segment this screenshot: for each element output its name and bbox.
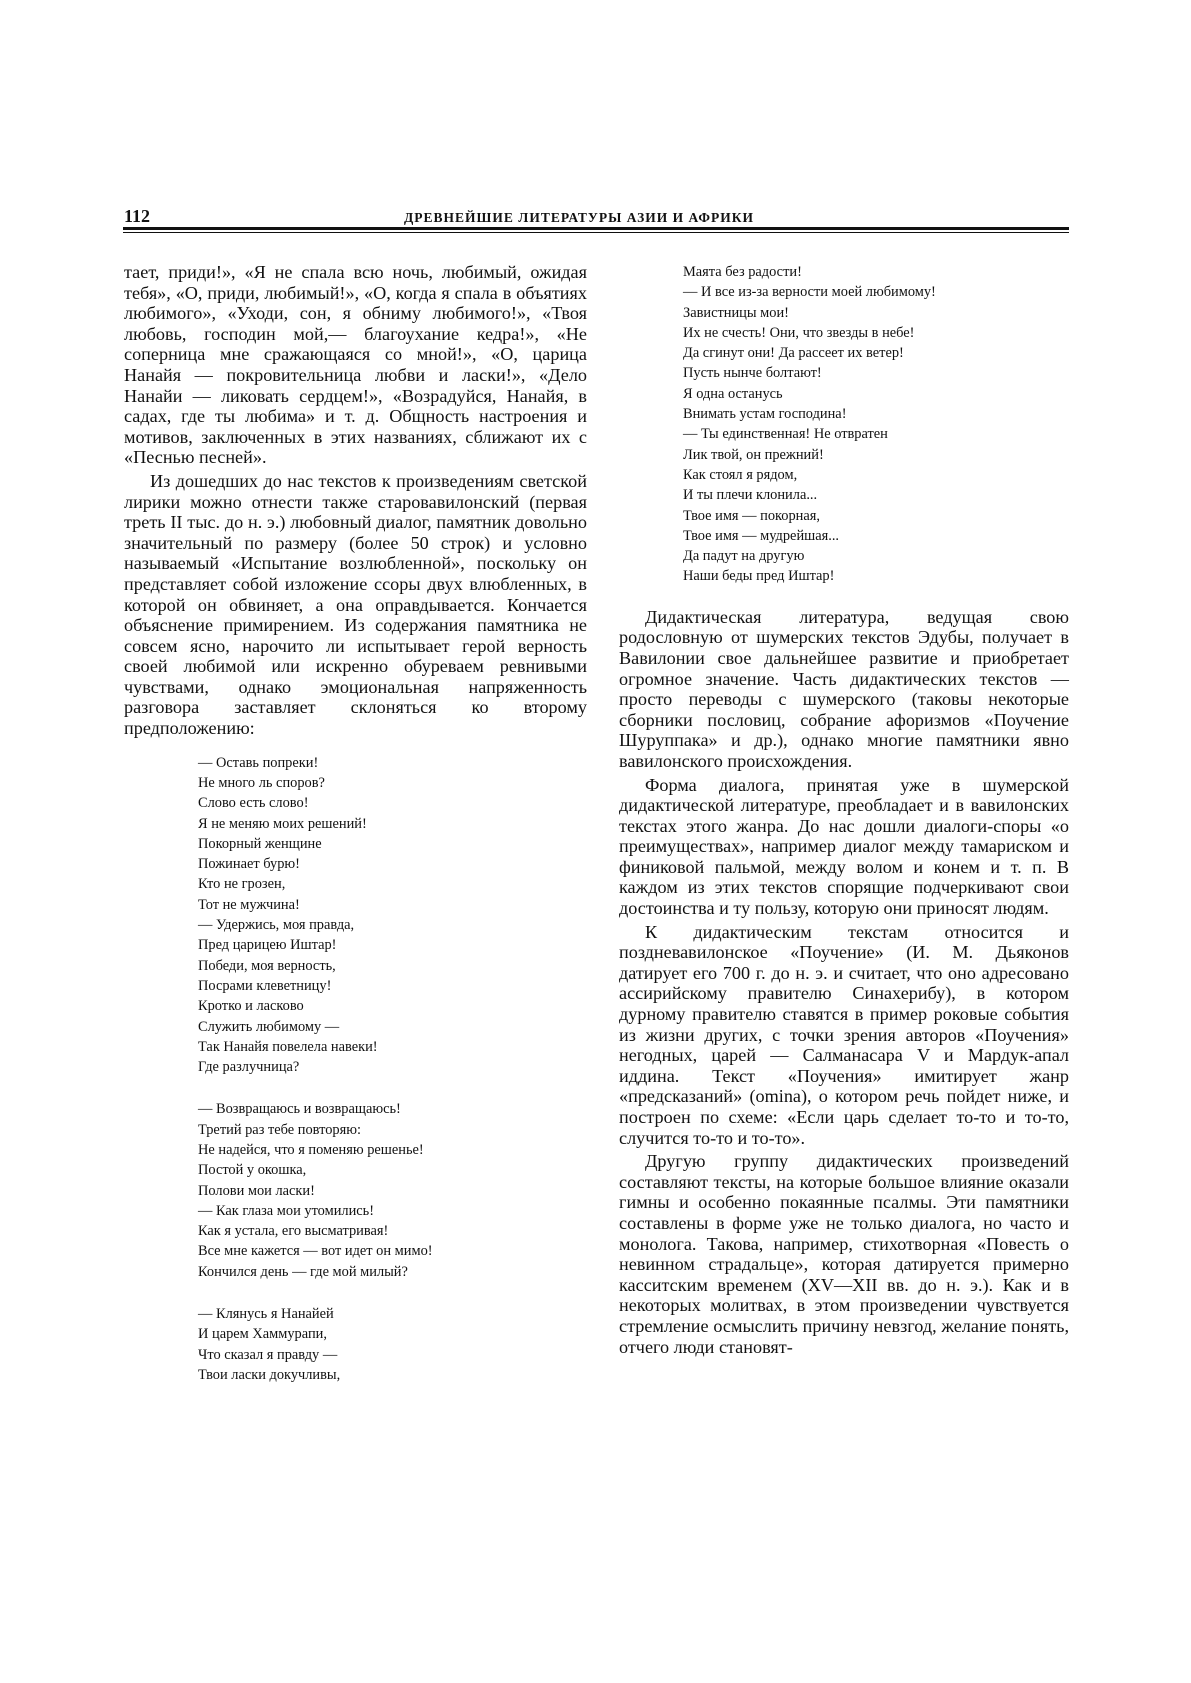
verse-line: Все мне кажется — вот идет он мимо! — [198, 1243, 433, 1260]
verse-line: Где разлучница? — [198, 1059, 300, 1076]
verse-block — [198, 1304, 587, 1385]
paragraph: Дидактическая литература, ведущая свою родословную от шумерских текстов Эдубы, получает в Вавилонии свое дальнейшее развитие и приобретает огромное значение. Часть дидактических текстов — просто переводы с шумерского (таковы некоторые сборники пословиц, собрание афоризмов «Поучение Шуруппака» и др.), однако многие памятники явно вавилонского происхождения. — [619, 606, 1069, 771]
verse-block — [198, 753, 587, 1078]
verse-line: — Ты единственная! Не отвратен — [683, 426, 888, 443]
verse-line: Наши беды пред Иштар! — [683, 568, 835, 585]
header-rule-thin — [123, 232, 1069, 233]
paragraph: тает, приди!», «Я не спала всю ночь, любимый, ожидая тебя», «О, приди, любимый!», «О, когда я спала в объятиях любимого», «Уходи, сон, я обниму любимого!», «Твоя любовь, господин мой,— благоухание кедра!», «Не соперница мне сражающаяся со мной!», «О, царица Нанайя — покровительница любви и ласки!», «Дело Нанайи — ликовать сердцем!», «Возрадуйся, Нанайя, в садах, где ты любима» и т. д. Общность настроения и мотивов, заключенных в этих названиях, сближают их с «Песнью песней». — [124, 262, 587, 468]
verse-line: Посрами клеветницу! — [198, 977, 332, 994]
verse-line: — Клянусь я Нанайей — [198, 1306, 334, 1323]
verse-line: Как стоял я рядом, — [683, 466, 798, 483]
verse-line: Кончился день — где мой милый? — [198, 1263, 408, 1280]
verse-line: Служить любимому — — [198, 1018, 340, 1035]
verse-line: Тот не мужчина! — [198, 896, 300, 913]
verse-line: Твое имя — покорная, — [683, 507, 820, 524]
verse-line: Внимать устам господина! — [683, 406, 847, 423]
verse-line: Полови мои ласки! — [198, 1182, 315, 1199]
verse-line: Пред царицею Иштар! — [198, 937, 337, 954]
verse-line: Покорный женщине — [198, 835, 322, 852]
running-title: ДРЕВНЕЙШИЕ ЛИТЕРАТУРЫ АЗИИ И АФРИКИ — [404, 210, 755, 225]
verse-line: Пожинает бурю! — [198, 856, 300, 873]
verse-line: Так Нанайя повелела навеки! — [198, 1038, 378, 1055]
verse-line: — Возвращаюсь и возвращаюсь! — [198, 1101, 401, 1118]
verse-line: Постой у окошка, — [198, 1162, 307, 1179]
verse-line: Не много ль споров? — [198, 774, 325, 791]
verse-line: Кротко и ласково — [198, 998, 304, 1015]
verse-line: Маята без радости! — [683, 264, 802, 280]
verse-line: Завистницы мои! — [683, 304, 789, 321]
verse-line: Твои ласки докучливы, — [198, 1366, 341, 1383]
verse-line: Лик твой, он прежний! — [683, 446, 824, 463]
verse-line: — Оставь попреки! — [198, 754, 319, 771]
header-rule-thick — [123, 227, 1069, 230]
verse-line: И ты плечи клонила... — [683, 487, 818, 504]
verse-line: Как я устала, его высматривая! — [198, 1223, 389, 1240]
verse-line: Что сказал я правду — — [198, 1346, 338, 1363]
verse-block — [683, 262, 1069, 587]
verse-line: Я одна останусь — [683, 385, 783, 402]
verse-line: Я не меняю моих решений! — [198, 815, 367, 832]
paragraph: Другую группу дидактических произведений составляют тексты, на которые большое влияние оказали гимны и особенно покаянные псалмы. Эти памятники составлены в форме уже не только диалога, но часто и монолога. Такова, например, стихотворная «Повесть о невинном страдальце», которая датируется примерно касситским временем (XV—XII вв. до н. э.). Как и в некоторых молитвах, в этом произведении чувствуется стремление осмыслить причину невзгод, желание понять, отчего люди становят- — [619, 1151, 1069, 1357]
verse-line: Не надейся, что я поменяю решенье! — [198, 1142, 424, 1158]
page-number: 112 — [124, 206, 151, 226]
verse-line: — Как глаза мои утомились! — [198, 1202, 375, 1219]
left-column — [124, 262, 587, 1385]
verse-line: Да падут на другую — [683, 548, 805, 565]
verse-block — [198, 1099, 587, 1282]
verse-line: Их не счесть! Они, что звезды в небе! — [683, 324, 915, 341]
verse-line: Да сгинут они! Да рассеет их ветер! — [683, 345, 904, 362]
verse-line: Пусть нынче болтают! — [683, 365, 822, 382]
paragraph: К дидактическим текстам относится и поздневавилонское «Поучение» (И. М. Дьяконов датирует его 700 г. до н. э. и считает, что оно адресовано ассирийскому правителю Синахерибу), в котором дурному правителю ставятся в пример роковые события из жизни других, с точки зрения авторов «Поучения» негодных, царей — Салманасара V и Мардук-апал иддина. Текст «Поучения» имитирует жанр «предсказаний» (omina), о котором речь пойдет ниже, и построен по схеме: «Если царь сделает то-то и то-то, случится то-то и то-то». — [619, 921, 1069, 1148]
right-column — [619, 262, 1069, 1357]
verse-line: Твое имя — мудрейшая... — [683, 527, 840, 544]
paragraph: Форма диалога, принятая уже в шумерской дидактической литературе, преобладает и в вавилонских текстах этого жанра. До нас дошли диалоги-споры «о преимуществах», например диалог между тамариском и финиковой пальмой, между волом и конем и т. п. В каждом из этих текстов спорящие подчеркивают свои достоинства и ту пользу, которую они приносят людям. — [619, 774, 1069, 919]
verse-line: Слово есть слово! — [198, 795, 309, 812]
verse-line: — Удержись, моя правда, — [198, 917, 355, 934]
verse-line: И царем Хаммурапи, — [198, 1326, 327, 1343]
verse-line: Победи, моя верность, — [198, 957, 336, 974]
verse-line: Кто не грозен, — [198, 876, 286, 893]
paragraph: Из дошедших до нас текстов к произведениям светской лирики можно отнести также старовавилонский (первая треть II тыс. до н. э.) любовный диалог, памятник довольно значительный по размеру (более 50 строк) и условно называемый «Испытание возлюбленной», поскольку он представляет собой изложение ссоры двух влюбленных, в которой он обвиняет, а она оправдывается. Кончается объяснение примирением. Из содержания памятника не совсем ясно, нарочито ли испытывает герой верность своей любимой или искренно обуреваем ревнивыми чувствами, однако эмоциональная напряженность разговора заставляет склоняться ко второму предположению: — [124, 470, 587, 739]
verse-line: — И все из-за верности моей любимому! — [683, 284, 936, 301]
verse-line: Третий раз тебе повторяю: — [198, 1121, 361, 1138]
